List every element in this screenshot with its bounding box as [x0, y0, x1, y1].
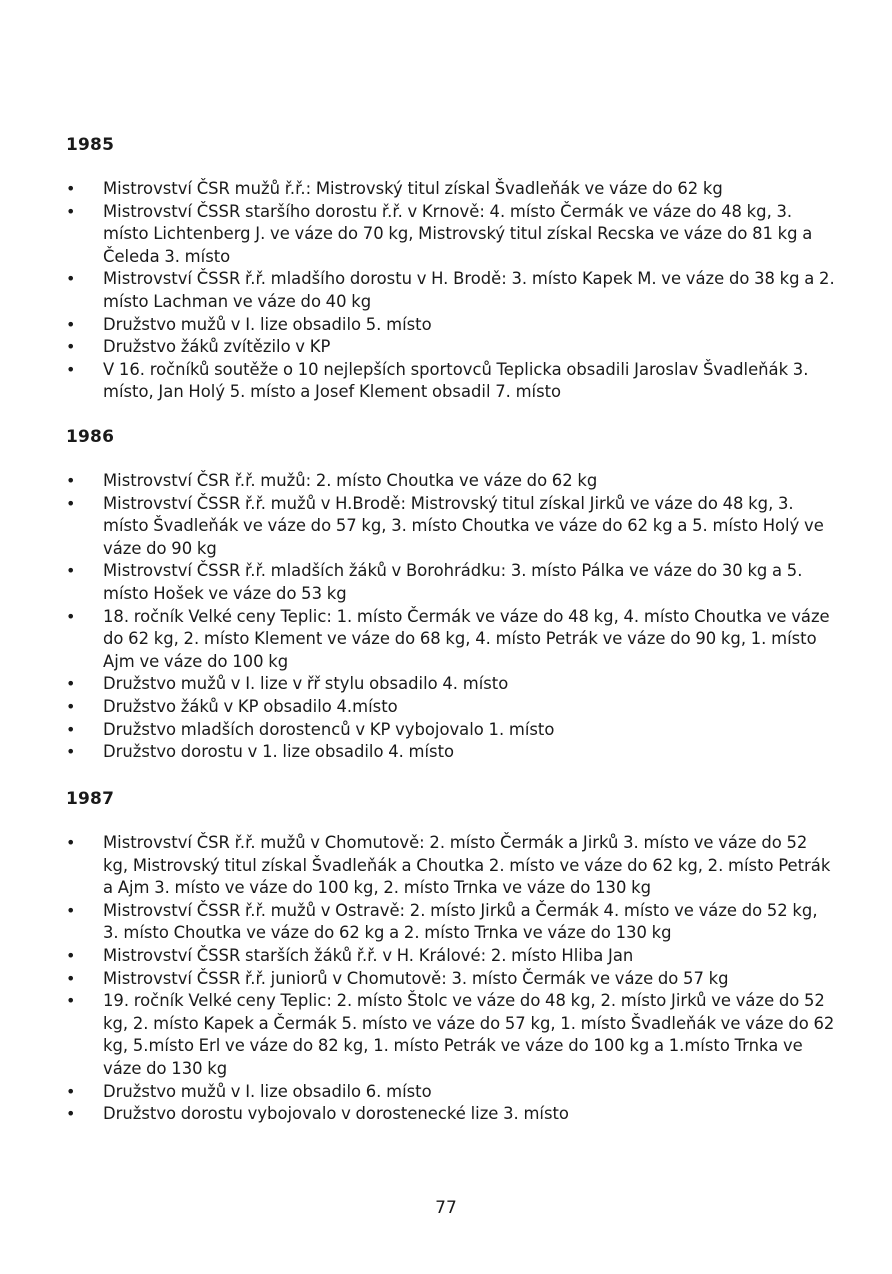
list-item: • 19. ročník Velké ceny Teplic: 2. místo Štolc ve váze do 48 kg, 2. místo Jirků ve váze do 52 kg, 2. místo Kapek a Čermák 5. místo ve váze do 57 kg, 1. místo Švadleňák ve váze do 62 kg, 5.místo Erl ve váze do 82 kg, 1. místo Petrák ve váze do 100 kg a 1.místo Trnka ve váze do 130 kg [66, 990, 836, 1080]
list-item: • Mistrovství ČSSR ř.ř. mužů v Ostravě: 2. místo Jirků a Čermák 4. místo ve váze do 52 kg, 3. místo Choutka ve váze do 62 kg a 2. místo Trnka ve váze do 130 kg [66, 900, 836, 945]
list-item: • Družstvo mužů v I. lize obsadilo 5. místo [66, 314, 836, 337]
list-item: • Mistrovství ČSR ř.ř. mužů: 2. místo Choutka ve váze do 62 kg [66, 470, 836, 493]
list-item: • Mistrovství ČSR mužů ř.ř.: Mistrovský titul získal Švadleňák ve váze do 62 kg [66, 178, 836, 201]
list-item: • Družstvo dorostu v 1. lize obsadilo 4. místo [66, 741, 836, 764]
list-item: • Družstvo dorostu vybojovalo v dorostenecké lize 3. místo [66, 1103, 836, 1126]
page-number: 77 [435, 1198, 457, 1218]
section-year-heading: 1985 [66, 135, 115, 155]
list-item: • Mistrovství ČSSR ř.ř. juniorů v Chomutově: 3. místo Čermák ve váze do 57 kg [66, 968, 836, 991]
list-item: • Družstvo mužů v I. lize obsadilo 6. místo [66, 1081, 836, 1104]
results-list [66, 178, 836, 404]
list-item: • Družstvo žáků zvítězilo v KP [66, 336, 836, 359]
list-item: • Mistrovství ČSR ř.ř. mužů v Chomutově: 2. místo Čermák a Jirků 3. místo ve váze do 52 kg, Mistrovský titul získal Švadleňák a Choutka 2. místo ve váze do 62 kg, 2. místo Petrák a Ajm 3. místo ve váze do 100 kg, 2. místo Trnka ve váze do 130 kg [66, 832, 836, 900]
list-item: • V 16. ročníků soutěže o 10 nejlepších sportovců Teplicka obsadili Jaroslav Švadleňák 3. místo, Jan Holý 5. místo a Josef Klement obsadil 7. místo [66, 359, 836, 404]
section-1985 [66, 134, 836, 402]
section-year-heading: 1986 [66, 427, 115, 447]
section-1986 [66, 426, 836, 762]
results-list [66, 470, 836, 764]
list-item: • Družstvo mužů v I. lize v řř stylu obsadilo 4. místo [66, 673, 836, 696]
section-year-heading: 1987 [66, 789, 115, 809]
list-item: • 18. ročník Velké ceny Teplic: 1. místo Čermák ve váze do 48 kg, 4. místo Choutka ve váze do 62 kg, 2. místo Klement ve váze do 68 kg, 4. místo Petrák ve váze do 90 kg, 1. místo Ajm ve váze do 100 kg [66, 606, 836, 674]
list-item: • Družstvo žáků v KP obsadilo 4.místo [66, 696, 836, 719]
section-1987 [66, 788, 836, 1124]
list-item: • Mistrovství ČSSR starších žáků ř.ř. v H. Králové: 2. místo Hliba Jan [66, 945, 836, 968]
list-item: • Družstvo mladších dorostenců v KP vybojovalo 1. místo [66, 719, 836, 742]
list-item: • Mistrovství ČSSR ř.ř. mladších žáků v Borohrádku: 3. místo Pálka ve váze do 30 kg a 5. místo Hošek ve váze do 53 kg [66, 560, 836, 605]
list-item: • Mistrovství ČSSR ř.ř. mužů v H.Brodě: Mistrovský titul získal Jirků ve váze do 48 kg, 3. místo Švadleňák ve váze do 57 kg, 3. místo Choutka ve váze do 62 kg a 5. místo Holý ve váze do 90 kg [66, 493, 836, 561]
list-item: • Mistrovství ČSSR ř.ř. mladšího dorostu v H. Brodě: 3. místo Kapek M. ve váze do 38 kg a 2. místo Lachman ve váze do 40 kg [66, 268, 836, 313]
results-list [66, 832, 836, 1126]
list-item: • Mistrovství ČSSR staršího dorostu ř.ř. v Krnově: 4. místo Čermák ve váze do 48 kg, 3. místo Lichtenberg J. ve váze do 70 kg, Mistrovský titul získal Recska ve váze do 81 kg a Čeleda 3. místo [66, 201, 836, 269]
